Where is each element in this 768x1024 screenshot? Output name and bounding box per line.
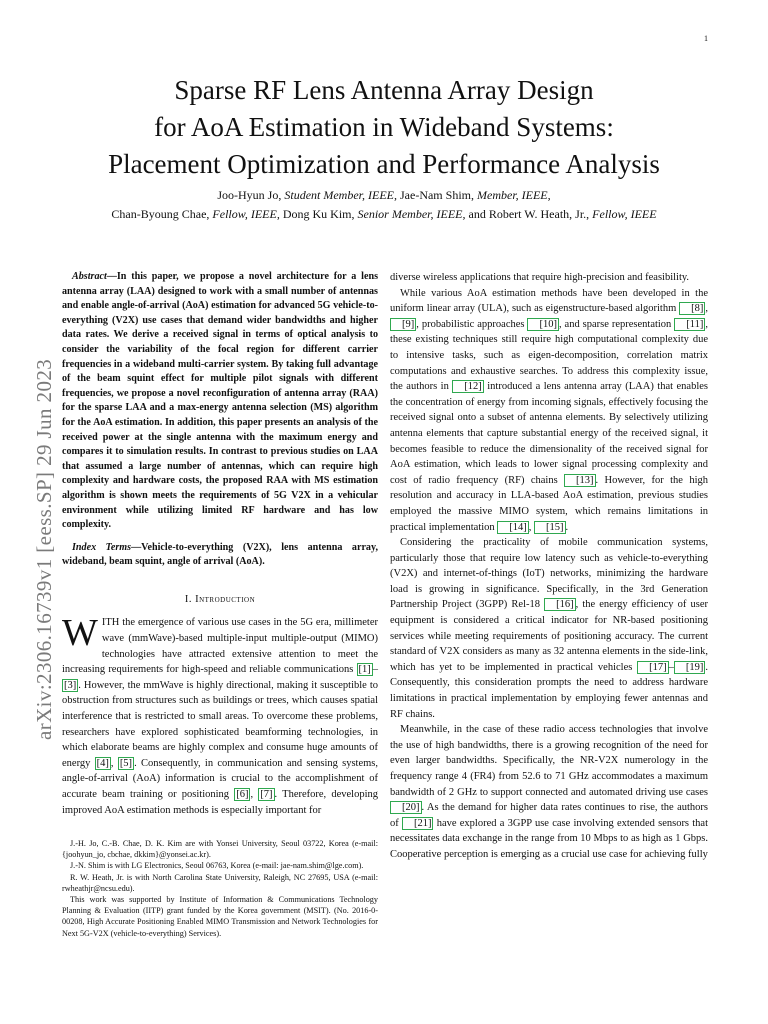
text-run: –: [668, 661, 674, 673]
author-role: Member, IEEE,: [477, 188, 551, 202]
footnote: R. W. Heath, Jr. is with North Carolina State University, Raleigh, NC 27695, USA (e-mail: rwheathjr@ncsu.edu).: [62, 872, 378, 893]
paragraph: [390, 286, 708, 536]
author-role: Student Member, IEEE,: [284, 188, 400, 202]
citation-link[interactable]: [7]: [260, 789, 273, 800]
author-name: Jae-Nam Shim,: [400, 188, 477, 202]
footnote: J.-H. Jo, C.-B. Chae, D. K. Kim are with Yonsei University, Seoul 03722, Korea (e-mail: {joohyun_jo, cbchae, dkkim}@yonsei.ac.kr).: [62, 839, 378, 860]
text-run: . Therefore, developing improved AoA estimation methods is especially important for: [62, 789, 378, 816]
text-run: ,: [250, 789, 259, 800]
title-line: for AoA Estimation in Wideband Systems:: [154, 112, 614, 142]
citation-link[interactable]: [16]: [544, 598, 576, 611]
text-run: .: [565, 521, 569, 533]
paper-title: [30, 72, 738, 183]
citation-link[interactable]: [20]: [390, 801, 422, 814]
paragraph: [390, 535, 708, 722]
abstract-text: —In this paper, we propose a novel architecture for a lens antenna array (LAA) designed to work with a small number of antennas and enable angle-of-arrival (AoA) estimation for advanced 5G vehicle-to-everything (V2X) use cases that demand wider bandwidths and higher data rates. We derive a received signal in terms of optical analysis to consider the variability of the focal region for different carrier frequencies in a wideband multi-carrier system. By taking full advantage of the beam squint effect for multiple pilot signals with different frequencies, we propose a novel reconfiguration of antenna array (RAA) for the sparse LAA and a max-energy antenna selection (MS) algorithm for the AoA estimation. In addition, this paper presents an analysis of the received power at the single antenna with the maximum energy and compares it to simulation results. In contrast to previous studies on LAA that assumed a large number of antennas, which can require high complexity and hardware costs, the proposed RAA with MS estimation algorithm is shown meets the requirements of 5G V2X in a vehicular environment while utilizing limited RF hardware and has low complexity.: [62, 271, 378, 531]
citation-link[interactable]: [12]: [452, 380, 484, 393]
text-run: . However, for the high resolution and accuracy in LLA-based AoA estimation, previous studies employed the massive MIMO system, which remains limitations in practical implementation: [390, 474, 708, 533]
author-line-1: [30, 186, 738, 205]
text-run: ,: [110, 757, 118, 769]
author-name: Joo-Hyun Jo,: [217, 188, 285, 202]
text-run: While various AoA estimation methods have been developed in the uniform linear array (ULA), such as eigenstructure-based algorithm: [390, 287, 708, 315]
text-run: introduced a lens antenna array (LAA) that enables the concentration of energy from incoming signals, effectively focusing the received signal onto a subset of antenna elements. By selectively utilizing antenna elements that capture substantial energy of the received signal, it becomes feasible to reduce the dimensionality of the received signal for AoA estimation, which leads to lower signal processing complexity and cost of radio frequency (RF) chains: [390, 381, 708, 486]
citation-link[interactable]: [1]: [358, 664, 371, 676]
index-terms-text: —Vehicle-to-everything (V2X), lens antenna array, wideband, beam squint, angle of arrival (AoA).: [62, 541, 378, 568]
author-name: and Robert W. Heath, Jr.,: [468, 207, 593, 221]
dropcap-letter: W: [62, 612, 98, 655]
citation-link[interactable]: [14]: [497, 521, 529, 534]
title-line: Placement Optimization and Performance Analysis: [108, 149, 660, 179]
section-heading: I. Introduction: [184, 593, 256, 605]
page-number: 1: [704, 34, 708, 43]
citation-link[interactable]: [3]: [64, 679, 77, 691]
citation-link[interactable]: [17]: [637, 661, 669, 674]
citation-link[interactable]: [19]: [674, 661, 706, 674]
author-role: Fellow, IEEE: [592, 207, 657, 221]
text-run: , the energy efficiency of user equipment is considered a critical indicator for NR-based positioning services while meeting requirements of positioning accuracy. The current standard of V2X considers as many as 32 antenna elements in the side-link, which has yet to be implemented in practical vehicles: [390, 599, 708, 673]
text-run: . As the demand for higher data rates continues to rise, the authors of: [390, 802, 708, 829]
text-run: Meanwhile, in the case of these radio access technologies that involve the use of high bandwidths, there is a growing recognition of the need for even larger bandwidths. Specifically, the NR-V2X numerology in the frequency range 4 (FR4) from 52.6 to 71 GHz accommodates a maximum bandwidth of 2 GHz to support connected and automated driving use cases: [390, 724, 708, 798]
citation-link[interactable]: [13]: [564, 474, 596, 487]
author-role: Senior Member, IEEE,: [357, 207, 469, 221]
citation-link[interactable]: [9]: [390, 318, 416, 331]
author-role: Fellow, IEEE,: [212, 207, 283, 221]
paragraph: [390, 722, 708, 862]
left-column: [62, 270, 378, 818]
paragraph: diverse wireless applications that require high-precision and feasibility.: [390, 272, 690, 283]
author-line-2: [30, 205, 738, 224]
text-run: ,: [705, 303, 708, 315]
author-name: Chan-Byoung Chae,: [111, 207, 213, 221]
arxiv-identifier: arXiv:2306.16739v1 [eess.SP] 29 Jun 2023: [32, 358, 56, 740]
right-column: [390, 270, 708, 863]
text-run: –: [372, 664, 378, 676]
citation-link[interactable]: [4]: [96, 757, 109, 769]
text-run: have explored a 3GPP use case involving extended sensors that necessitates data exchange in the range from 10 Mbps to as high as 1 Gbps. Cooperative perception is emerging as a crucial use case for achieving fully: [390, 817, 708, 860]
text-run: , and sparse representation: [558, 318, 675, 330]
index-terms: [62, 541, 378, 570]
text-run: , probabilistic approaches: [416, 318, 528, 330]
abstract-label: Abstract: [72, 271, 107, 282]
text-run: . Consequently, this consideration prompts the need to address hardware limitations in practical implementation by employing fewer antennas and RF chains.: [390, 661, 708, 720]
text-run: Considering the practicality of mobile communication systems, particularly those that require low latency such as vehicle-to-everything (V2X) and internet-of-things (IoT) networks, minimizing the hardware load is growing in significance. Specifically, in the 3rd Generation Partnership Project (3GPP) Rel-18: [390, 537, 708, 611]
citation-link[interactable]: [5]: [119, 757, 133, 769]
text-run: ITH the emergence of various use cases in the 5G era, millimeter wave (mmWave)-based multiple-input multiple-output (MIMO) technologies have attracted extensive attention to meet the increasing requirements for high-speed and reliable communications: [62, 617, 378, 676]
text-run: , these existing techniques still require high computational complexity due to intensive tasks, such as eigen-decomposition, correlation matrix computations and exhaustive searches. To address this complexity issue, the authors in: [390, 318, 708, 393]
citation-link[interactable]: [8]: [679, 302, 705, 315]
footnote: This work was supported by Institute of Information & Communications Technology Planning & Evaluation (IITP) grant funded by the Korea government (MSIT). (No. 2016-0-00208, High Accurate Positioning Enabled MIMO Transmission and Network Technologies for Next 5G-V2X (vehicle-to-everything) Services).: [62, 895, 378, 938]
author-list: [30, 186, 738, 224]
citation-link[interactable]: [6]: [236, 789, 249, 800]
citation-link[interactable]: [10]: [527, 318, 559, 331]
title-line: Sparse RF Lens Antenna Array Design: [174, 75, 594, 105]
text-run: . Consequently, in communication and sensing systems, angle-of-arrival (AoA) information is crucial to the accomplishment of accurate beam training or positioning: [62, 757, 379, 800]
citation-link[interactable]: [21]: [402, 817, 434, 830]
citation-link[interactable]: [11]: [674, 318, 705, 331]
footnotes: [62, 838, 378, 939]
citation-link[interactable]: [15]: [534, 521, 566, 534]
author-name: Dong Ku Kim,: [282, 207, 358, 221]
abstract: [62, 270, 378, 533]
index-terms-label: Index Terms: [72, 541, 132, 553]
intro-paragraph: [62, 612, 379, 818]
footnote: J.-N. Shim is with LG Electronics, Seoul 06763, Korea (e-mail: jae-nam.shim@lge.com).: [70, 861, 364, 871]
text-run: ,: [528, 521, 535, 533]
text-run: . However, the mmWave is highly directional, making it susceptible to obstruction from structures such as buildings or trees, which causes spatial interference that is restricted to small areas. To overcome these problems, researchers have explored sophisticated beamforming technologies, in which elaborate beams are highly complex and consume huge amounts of energy: [62, 679, 378, 769]
